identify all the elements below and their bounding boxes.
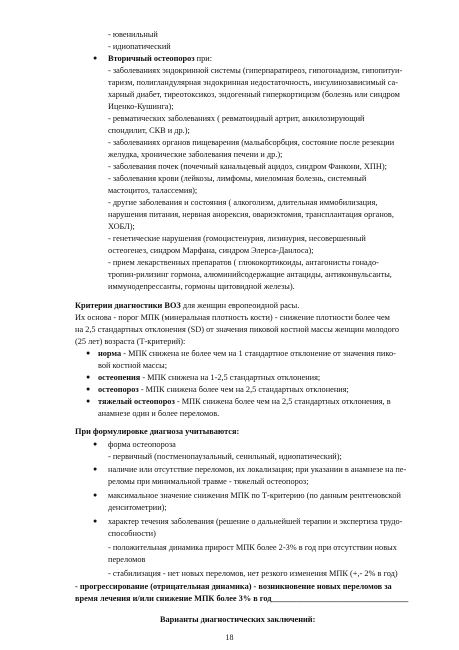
bold-term: Критерии диагностики ВОЗ (75, 301, 181, 310)
text-line: Их основа - порог МПК (минеральная плотность кости) - снижение плотности более чем (75, 313, 390, 322)
text-line: - стабилизация - нет новых переломов, нет резкого изменения МПК (+,- 2% в год) (108, 569, 398, 578)
bold-term: остеопения (98, 373, 141, 382)
text-line: тропин-рилизинг гормона, алюминийсодержащие антациды, антиконвульсанты, (108, 270, 392, 279)
bullet-icon: ● (93, 465, 98, 473)
bullet-icon: ● (86, 385, 91, 393)
page-number: 18 (225, 633, 234, 642)
bold-term: время лечения и/или снижение МПК более 3% в год_________________________________ (75, 594, 409, 603)
text-line: - прием лекарственных препаратов ( глюкокортикоиды, антагонисты гонадо- (108, 258, 379, 267)
text-line: - первичный (постменопаузальный, сенильный, идиопатический); (108, 452, 342, 461)
text-line: максимальное значение снижения МПК по Т-критерию (по данным рентгеновской (108, 491, 401, 500)
bullet-icon: ● (93, 440, 98, 448)
bold-term: норма (98, 349, 122, 358)
text-line: реломы при минимальной травме - тяжелый остеопороз; (108, 477, 309, 486)
text-line (160, 614, 315, 625)
text-line (75, 593, 408, 604)
text-line: остеогенез, синдром Марфана, синдром Элерса-Данлоса); (108, 246, 314, 255)
bullet-icon: ● (86, 373, 91, 381)
text-line: харный диабет, тиреотоксикоз, эндогенный гиперкортицизм (болезнь или синдром (108, 90, 400, 99)
text-line: Иценко-Кушинга); (108, 102, 174, 111)
text-line: - другие заболевания и состояния ( алкоголизм, длительная иммобилизация, (108, 198, 378, 207)
text-line: - идиопатический (108, 42, 171, 51)
text-line: спондилит, СКВ и др.); (108, 126, 190, 135)
text-line (75, 426, 239, 437)
text-line: - генетические нарушения (гомоцистенурия, лизинурия, несовершенный (108, 234, 366, 243)
bold-term: Варианты диагностических заключений: (160, 615, 316, 624)
bullet-icon: ● (93, 491, 98, 499)
bullet-icon: ● (93, 54, 98, 62)
text-line: переломов (108, 555, 146, 564)
bullet-icon: ● (86, 397, 91, 405)
bullet-icon: ● (93, 517, 98, 525)
text-line: наличие или отсутствие переломов, их локализация; при указании в анамнезе на пе- (108, 465, 407, 474)
text-line: остеопения - МПК снижена на 1-2,5 стандартных отклонения; (98, 373, 321, 382)
text-line: анамнезе один и более переломов. (98, 409, 220, 418)
text-line: - ревматических заболеваниях ( ревматоидный артрит, анкилозирующий (108, 114, 365, 123)
text-line: - ювенильный (108, 30, 158, 39)
bold-term: - прогрессирование (отрицательная динамика) - возникновение новых переломов за (75, 582, 392, 591)
bold-term: Вторичный остеопороз (108, 54, 195, 63)
text-line: характер течения заболевания (решение о дальнейшей терапии и экспертиза трудо- (108, 517, 403, 526)
text-line: ХОБЛ); (108, 222, 135, 231)
text-line: таризм, полигландулярная эндокринная недостаточность, инсулинозависимый са- (108, 78, 398, 87)
text-line: остеопороз - МПК снижена более чем на 2,5 стандартных отклонения; (98, 385, 349, 394)
text-line: - положительная динамика прирост МПК более 2-3% в год при отсутствии новых (108, 543, 397, 552)
text-line: вой костной массы; (98, 361, 168, 370)
text-line: норма - МПК снижена не более чем на 1 стандартное отклонение от значения пико- (98, 349, 396, 358)
text-line: нарушения питания, нервная анорексия, овариэктомия, трансплантация органов, (108, 210, 394, 219)
text-line: тяжелый остеопороз - МПК снижена более чем на 2,5 стандартных отклонения, в (98, 397, 391, 406)
text-line: денситометрии); (108, 503, 167, 512)
text-line: - заболеваниях эндокринной системы (гиперпаратиреоз, гипогонадизм, гипопитуи- (108, 66, 403, 75)
text-line: (25 лет) возраста (Т-критерий): (75, 337, 186, 346)
text-line: Критерии диагностики ВОЗ для женщин европеоидной расы. (75, 301, 300, 310)
bullet-icon: ● (86, 349, 91, 357)
text-line: - заболеваниях органов пищеварения (мальабсорбция, состояние после резекции (108, 138, 395, 147)
text-line: Вторичный остеопороз при: (108, 54, 213, 63)
text-line: иммунодепрессанты, гормоны щитовидной железы). (108, 282, 295, 291)
text-line (75, 581, 392, 592)
text-line: способности) (108, 529, 156, 538)
bold-term: тяжелый остеопороз (98, 397, 175, 406)
text-line: - заболевания почек (почечный канальцевый ацидоз, синдром Фанкони, ХПН); (108, 162, 387, 171)
bold-term: При формулировке диагноза учитываются: (75, 427, 240, 436)
text-line: - заболевания крови (лейкозы, лимфомы, миеломная болезнь, системный (108, 174, 367, 183)
text-line: форма остеопороза (108, 440, 176, 449)
bold-term: остеопороз (98, 385, 139, 394)
text-line: мастоцитоз, талассемия); (108, 186, 198, 195)
text-line: желудка, хронические заболевания печени и др.); (108, 150, 283, 159)
text-line: на 2,5 стандартных отклонения (SD) от значения пиковой костной массы женщин молодого (75, 325, 400, 334)
